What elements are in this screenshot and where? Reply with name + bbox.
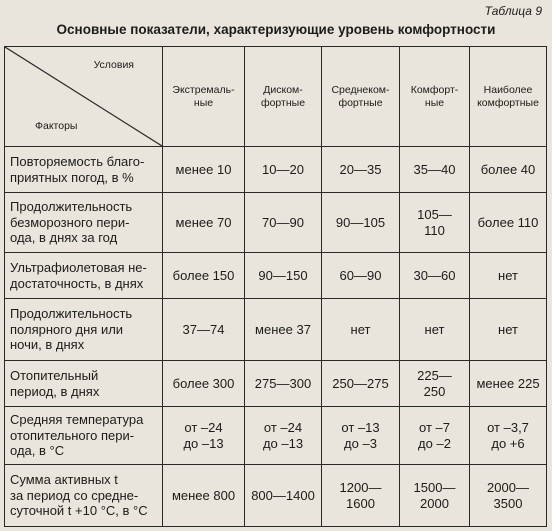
value-cell: 90—105 [322, 193, 400, 253]
table-row [5, 147, 547, 193]
value-cell: 70—90 [245, 193, 322, 253]
factor-cell: Отопительный период, в днях [5, 361, 163, 407]
value-cell: 20—35 [322, 147, 400, 193]
col-header-most-comfort: Наиболее комфортные [470, 47, 547, 147]
value-cell: нет [322, 299, 400, 361]
value-cell: менее 37 [245, 299, 322, 361]
col-header-extreme: Экстремаль- ные [163, 47, 245, 147]
value-cell: 105— 110 [400, 193, 470, 253]
value-cell: более 40 [470, 147, 547, 193]
value-cell: от –7 до –2 [400, 407, 470, 465]
table-row [5, 299, 547, 361]
header-row [5, 47, 547, 147]
col-header-comfort: Комфорт- ные [400, 47, 470, 147]
table-body [5, 147, 547, 527]
value-cell: 1200— 1600 [322, 465, 400, 527]
value-cell: 2000— 3500 [470, 465, 547, 527]
value-cell: 60—90 [322, 253, 400, 299]
table-row [5, 465, 547, 527]
value-cell: менее 800 [163, 465, 245, 527]
corner-label-conditions: Условия [93, 59, 134, 71]
comfort-table [4, 46, 547, 527]
value-cell: менее 10 [163, 147, 245, 193]
factor-cell: Сумма активных t за период со средне- суточной t +10 °С, в °С [5, 465, 163, 527]
factor-cell: Средняя температура отопительного пери- ода, в °С [5, 407, 163, 465]
factor-cell: Продолжительность безморозного пери- ода, в днях за год [5, 193, 163, 253]
factor-cell: Продолжительность полярного дня или ночи, в днях [5, 299, 163, 361]
value-cell: нет [400, 299, 470, 361]
table-row [5, 407, 547, 465]
table-row [5, 361, 547, 407]
value-cell: от –3,7 до +6 [470, 407, 547, 465]
value-cell: от –24 до –13 [163, 407, 245, 465]
value-cell: более 110 [470, 193, 547, 253]
value-cell: нет [470, 299, 547, 361]
value-cell: менее 70 [163, 193, 245, 253]
table-row [5, 253, 547, 299]
col-header-medium: Среднеком- фортные [322, 47, 400, 147]
value-cell: от –13 до –3 [322, 407, 400, 465]
table-number: Таблица 9 [484, 4, 542, 18]
value-cell: менее 225 [470, 361, 547, 407]
value-cell: 225— 250 [400, 361, 470, 407]
factor-cell: Повторяемость благо- приятных погод, в % [5, 147, 163, 193]
value-cell: 30—60 [400, 253, 470, 299]
table-row [5, 193, 547, 253]
value-cell: 37—74 [163, 299, 245, 361]
value-cell: более 150 [163, 253, 245, 299]
value-cell: от –24 до –13 [245, 407, 322, 465]
corner-diagonal [5, 47, 162, 146]
value-cell: 90—150 [245, 253, 322, 299]
corner-label-factors: Факторы [35, 119, 78, 132]
factor-cell: Ультрафиолетовая не- достаточность, в днях [5, 253, 163, 299]
value-cell: 10—20 [245, 147, 322, 193]
value-cell: 800—1400 [245, 465, 322, 527]
table-caption: Основные показатели, характеризующие уровень комфортности [56, 22, 496, 37]
value-cell: 35—40 [400, 147, 470, 193]
corner-cell [5, 47, 163, 147]
value-cell: 1500— 2000 [400, 465, 470, 527]
col-header-discomfort: Диском- фортные [245, 47, 322, 147]
value-cell: 275—300 [245, 361, 322, 407]
value-cell: 250—275 [322, 361, 400, 407]
value-cell: нет [470, 253, 547, 299]
value-cell: более 300 [163, 361, 245, 407]
